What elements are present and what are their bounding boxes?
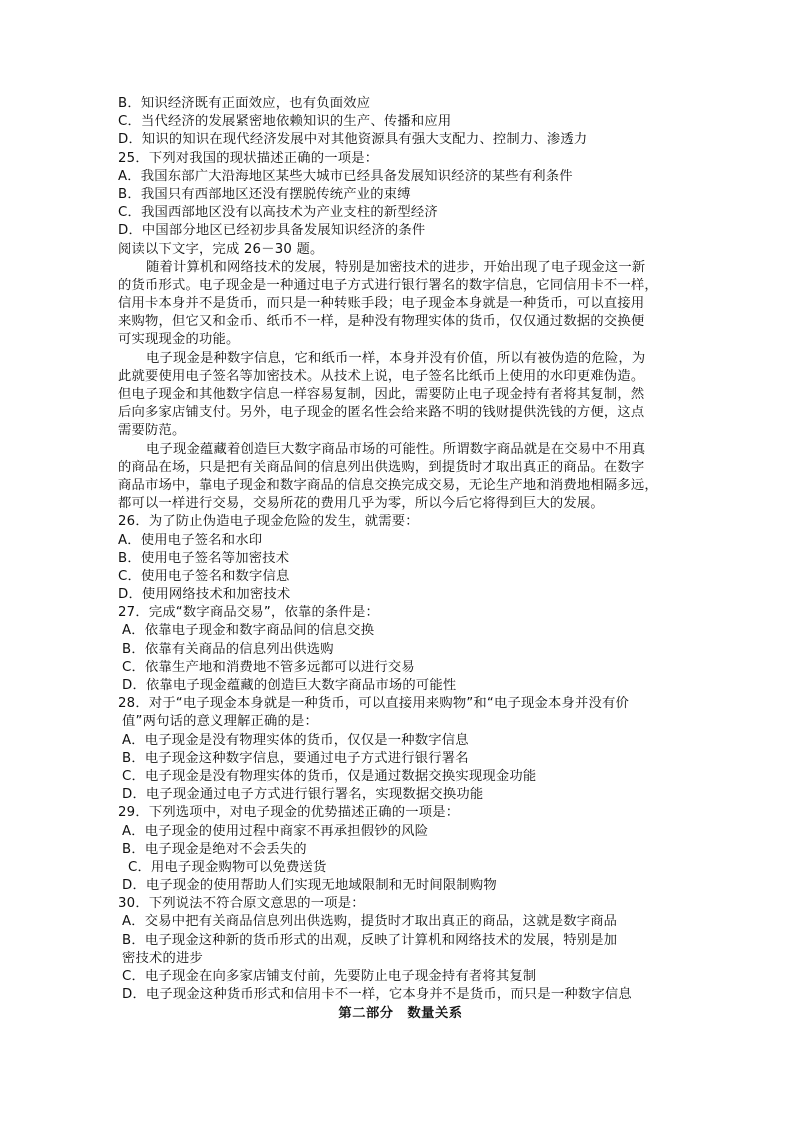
option-line: 密技术的进步 (122, 950, 203, 966)
option-line: A．我国东部广大沿海地区某些大城市已经具备发展知识经济的某些有利条件 (118, 168, 573, 184)
question-stem: 25．下列对我国的现状描述正确的一项是： (118, 150, 379, 166)
option-line: B．电子现金这种新的货币形式的出观，反映了计算机和网络技术的发展，特别是加 (122, 932, 618, 948)
question-stem: 26．为了防止伪造电子现金危险的发生，就需要： (118, 514, 419, 530)
option-line: D．使用网络技术和加密技术 (118, 587, 291, 603)
passage-line: 信用卡本身并不是货币，而只是一种转账手段；电子现金本身就是一种货币，可以直接用 (118, 296, 645, 312)
option-line: A．交易中把有关商品信息列出供选购，提货时才取出真正的商品，这就是数字商品 (122, 914, 618, 930)
option-line: B．依靠有关商品的信息列出供选购 (122, 641, 334, 657)
passage-line: 需要防范。 (118, 423, 186, 439)
option-line: C．依靠生产地和消费地不管多远都可以进行交易 (122, 659, 415, 675)
option-line: B．使用电子签名等加密技术 (118, 550, 290, 566)
option-line: C．我国西部地区没有以高技术为产业支柱的新型经济 (118, 205, 438, 221)
option-line: C．用电子现金购物可以免费送货 (128, 859, 327, 875)
option-line: A．依靠电子现金和数字商品间的信息交换 (122, 623, 375, 639)
passage-line: 来购物，但它又和金币、纸币不一样，是种没有物理实体的货币，仅仅通过数据的交换便 (118, 314, 645, 330)
passage-line: 电子现金是种数字信息，它和纸币一样，本身并没有价值，所以有被伪造的危险，为 (146, 350, 646, 366)
question-stem: 27．完成“数字商品交易”，依靠的条件是： (118, 605, 379, 621)
question-stem: 30．下列说法不符合原文意思的一项是： (118, 896, 365, 912)
passage-line: 随着计算机和网络技术的发展，特别是加密技术的进步，开始出现了电子现金这一新 (146, 259, 646, 275)
option-line: D．中国部分地区已经初步具备发展知识经济的条件 (118, 223, 426, 239)
option-line: D．电子现金通过电子方式进行银行署名，实现数据交换功能 (122, 787, 484, 803)
document-page (118, 95, 683, 1024)
passage-line: 的货币形式。电子现金是一种通过电子方式进行银行署名的数字信息，它同信用卡不一样， (118, 277, 658, 293)
option-line: C．使用电子签名和数字信息 (118, 568, 290, 584)
option-line: A．使用电子签名和水印 (118, 532, 263, 548)
option-line: B．知识经济既有正面效应，也有负面效应 (118, 96, 371, 111)
option-line: C．电子现金是没有物理实体的货币，仅是通过数据交换实现现金功能 (122, 768, 537, 784)
passage-line: 商品市场中，靠电子现金和数字商品的信息交换完成交易，无论生产地和消费地相隔多远， (118, 477, 658, 493)
passage-line: 后向多家店铺支付。另外，电子现金的匿名性会给来路不明的钱财提供洗钱的方便，这点 (118, 405, 645, 421)
passage-line: 但电子现金和其他数字信息一样容易复制，因此，需要防止电子现金持有者将其复制，然 (118, 387, 645, 402)
option-line: D．依靠电子现金蕴藏的创造巨大数字商品市场的可能性 (122, 678, 457, 693)
passage-line: 电子现金蕴藏着创造巨大数字商品市场的可能性。所谓数字商品就是在交易中不用真 (146, 441, 646, 457)
reading-instruction: 阅读以下文字，完成 26－30 题。 (118, 241, 324, 257)
question-stem: 值”两句话的意义理解正确的是： (122, 714, 319, 730)
passage-line: 可实现现金的功能。 (118, 332, 240, 348)
option-line: C．电子现金在向多家店铺支付前，先要防止电子现金持有者将其复制 (122, 969, 537, 984)
passage-line: 都可以一样进行交易，交易所花的费用几乎为零，所以今后它将得到巨大的发展。 (118, 496, 604, 512)
passage-line: 此就要使用电子签名等加密技术。从技术上说，电子签名比纸币上使用的水印更难伪造。 (118, 368, 645, 384)
option-line: B．电子现金是绝对不会丢失的 (122, 841, 307, 857)
question-stem: 28．对于“电子现金本身就是一种货币，可以直接用来购物”和“电子现金本身并没有价 (118, 696, 629, 712)
option-line: D．知识的知识在现代经济发展中对其他资源具有强大支配力、控制力、渗透力 (118, 132, 588, 148)
passage-line: 的商品在场，只是把有关商品间的信息列出供选购，到提货时才取出真正的商品。在数字 (118, 459, 645, 475)
question-stem: 29．下列选项中，对电子现金的优势描述正确的一项是： (118, 805, 460, 821)
option-line: D．电子现金这种货币形式和信用卡不一样，它本身并不是货币，而只是一种数字信息 (122, 987, 632, 1003)
option-line: B．我国只有西部地区还没有摆脱传统产业的束缚 (118, 186, 411, 202)
option-line: D．电子现金的使用帮助人们实现无地域限制和无时间限制购物 (122, 878, 497, 894)
option-line: A．电子现金的使用过程中商家不再承担假钞的风险 (122, 823, 429, 839)
option-line: A．电子现金是没有物理实体的货币，仅仅是一种数字信息 (122, 732, 469, 748)
option-line: B．电子现金这种数字信息，要通过电子方式进行银行署名 (122, 750, 469, 766)
section-heading: 第二部分 数量关系 (338, 1006, 463, 1022)
option-line: C．当代经济的发展紧密地依赖知识的生产、传播和应用 (118, 114, 452, 130)
